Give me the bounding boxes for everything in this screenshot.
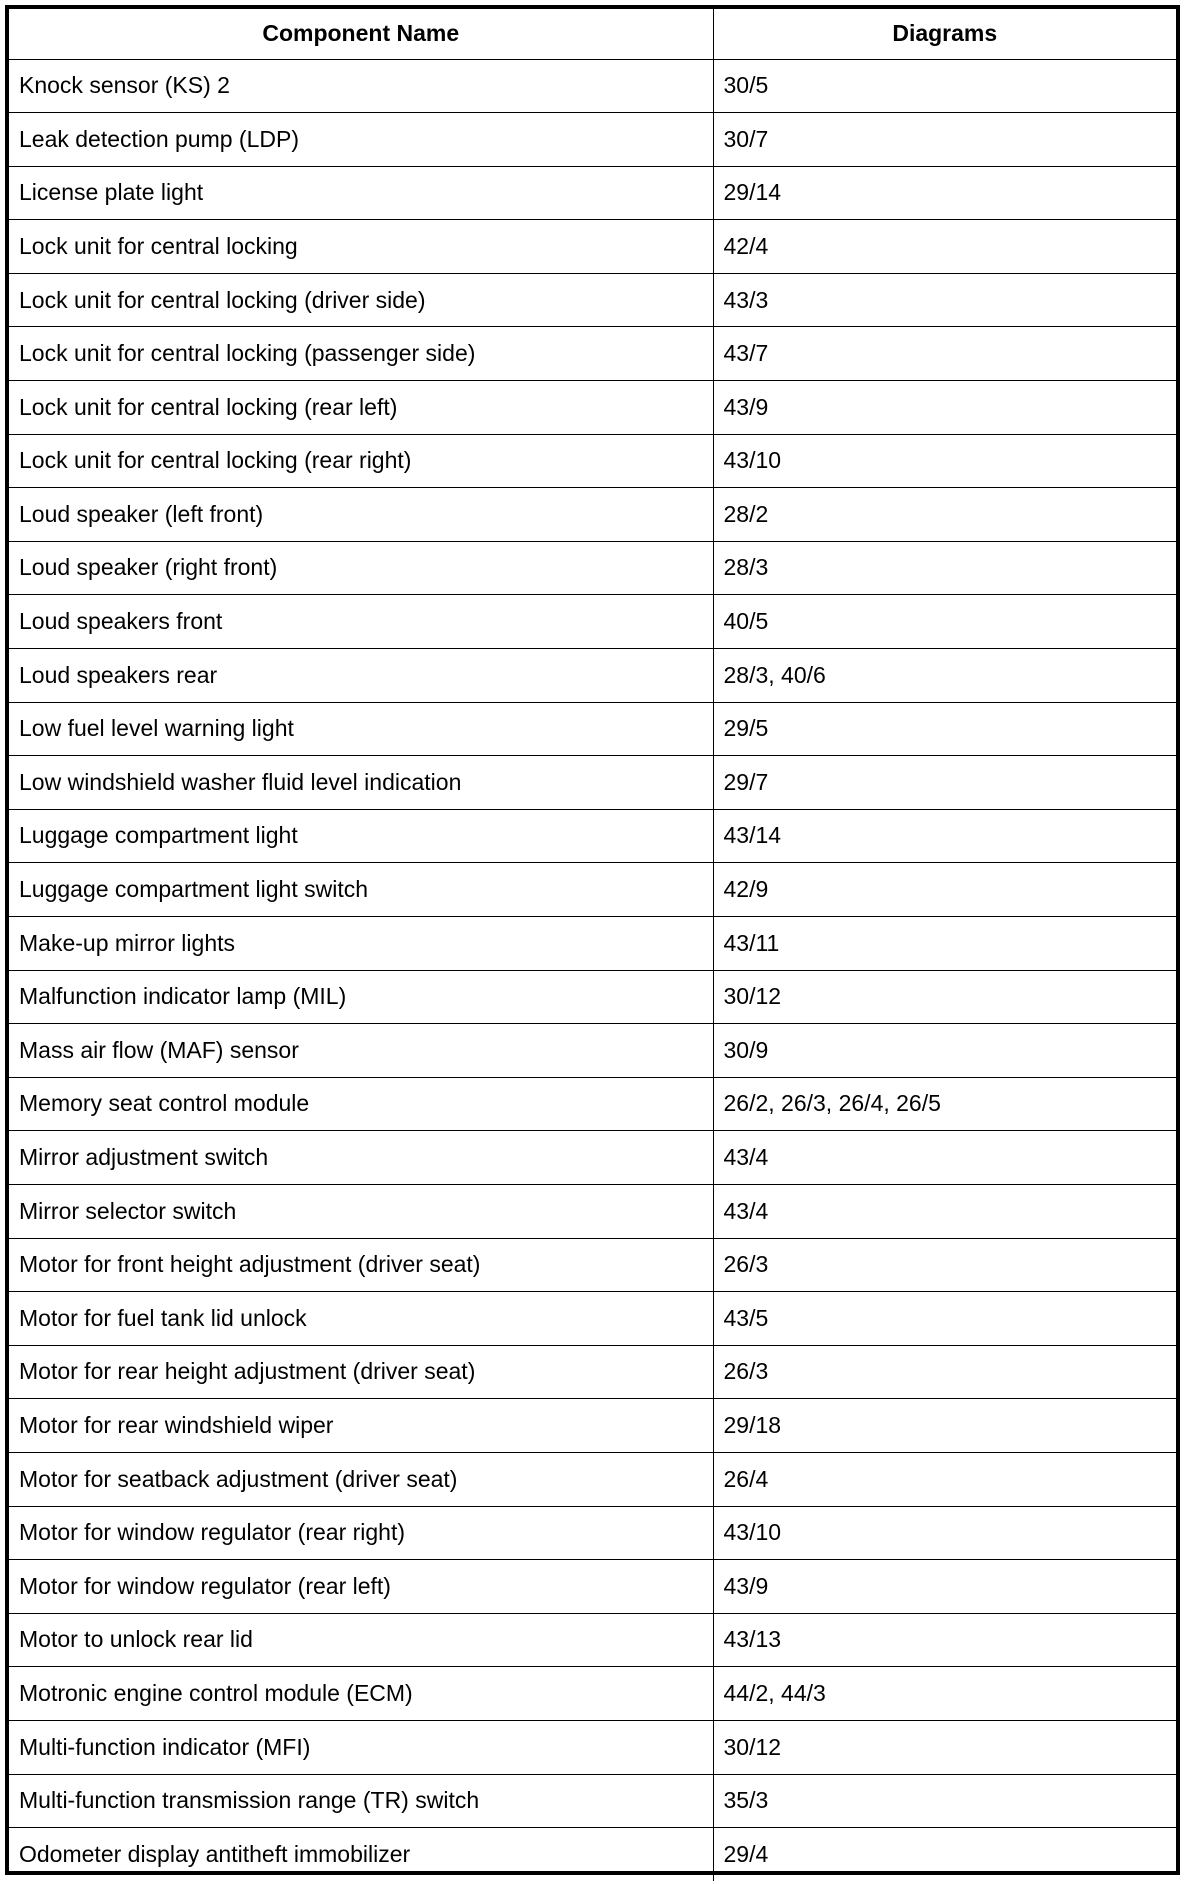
diagrams-cell: 43/9	[713, 1560, 1176, 1614]
table-row	[9, 1774, 1176, 1828]
table-row	[9, 1077, 1176, 1131]
column-header-component-name: Component Name	[9, 9, 713, 59]
diagrams-cell: 43/11	[713, 917, 1176, 971]
table-row	[9, 863, 1176, 917]
diagrams-cell: 43/14	[713, 809, 1176, 863]
table-row	[9, 1184, 1176, 1238]
table-row	[9, 59, 1176, 113]
diagrams-cell: 26/3	[713, 1238, 1176, 1292]
diagrams-cell: 43/10	[713, 434, 1176, 488]
diagrams-cell: 35/3	[713, 1774, 1176, 1828]
component-name-cell: Motor for fuel tank lid unlock	[9, 1292, 713, 1346]
component-name-cell: Motor for front height adjustment (driver seat)	[9, 1238, 713, 1292]
diagrams-cell: 29/5	[713, 702, 1176, 756]
table-row	[9, 1399, 1176, 1453]
diagrams-cell: 29/18	[713, 1399, 1176, 1453]
table-header-row	[9, 9, 1176, 59]
component-name-cell: Low fuel level warning light	[9, 702, 713, 756]
diagrams-cell: 43/7	[713, 327, 1176, 381]
component-name-cell: Lock unit for central locking	[9, 220, 713, 274]
table-row	[9, 756, 1176, 810]
component-name-cell: Motor for seatback adjustment (driver seat)	[9, 1452, 713, 1506]
component-name-cell: Multi-function transmission range (TR) switch	[9, 1774, 713, 1828]
table-row	[9, 1506, 1176, 1560]
component-name-cell: Knock sensor (KS) 2	[9, 59, 713, 113]
table-row	[9, 381, 1176, 435]
component-name-cell: Mirror adjustment switch	[9, 1131, 713, 1185]
component-name-cell: Luggage compartment light	[9, 809, 713, 863]
component-name-cell: Lock unit for central locking (rear right)	[9, 434, 713, 488]
table-row	[9, 273, 1176, 327]
table-row	[9, 1238, 1176, 1292]
table-row	[9, 327, 1176, 381]
diagrams-cell: 30/12	[713, 970, 1176, 1024]
component-name-cell: Motor for window regulator (rear right)	[9, 1506, 713, 1560]
table-row	[9, 809, 1176, 863]
table-row	[9, 702, 1176, 756]
diagrams-cell: 43/4	[713, 1131, 1176, 1185]
diagrams-cell: 43/4	[713, 1184, 1176, 1238]
table-row	[9, 1452, 1176, 1506]
table-row	[9, 166, 1176, 220]
component-name-cell: Motor for rear windshield wiper	[9, 1399, 713, 1453]
table-row	[9, 1560, 1176, 1614]
table-row	[9, 1720, 1176, 1774]
table-row	[9, 1131, 1176, 1185]
table-row	[9, 1292, 1176, 1346]
diagrams-cell: 42/4	[713, 220, 1176, 274]
diagrams-cell: 29/4	[713, 1828, 1176, 1882]
component-name-cell: Motor for window regulator (rear left)	[9, 1560, 713, 1614]
component-table	[9, 9, 1176, 1881]
component-name-cell: Multi-function indicator (MFI)	[9, 1720, 713, 1774]
diagrams-cell: 44/2, 44/3	[713, 1667, 1176, 1721]
diagrams-cell: 28/3, 40/6	[713, 649, 1176, 703]
diagrams-cell: 40/5	[713, 595, 1176, 649]
diagrams-cell: 43/3	[713, 273, 1176, 327]
diagrams-cell: 43/10	[713, 1506, 1176, 1560]
diagrams-cell: 30/12	[713, 1720, 1176, 1774]
diagrams-cell: 28/2	[713, 488, 1176, 542]
component-name-cell: Motor for rear height adjustment (driver seat)	[9, 1345, 713, 1399]
table-row	[9, 113, 1176, 167]
component-name-cell: Make-up mirror lights	[9, 917, 713, 971]
diagrams-cell: 30/5	[713, 59, 1176, 113]
table-row	[9, 970, 1176, 1024]
diagrams-cell: 43/9	[713, 381, 1176, 435]
table-row	[9, 488, 1176, 542]
component-name-cell: Leak detection pump (LDP)	[9, 113, 713, 167]
table-body	[9, 59, 1176, 1881]
component-name-cell: Motronic engine control module (ECM)	[9, 1667, 713, 1721]
table-row	[9, 1024, 1176, 1078]
diagrams-cell: 43/13	[713, 1613, 1176, 1667]
table-row	[9, 220, 1176, 274]
diagrams-cell: 42/9	[713, 863, 1176, 917]
diagrams-cell: 26/4	[713, 1452, 1176, 1506]
table-row	[9, 1613, 1176, 1667]
component-name-cell: Low windshield washer fluid level indication	[9, 756, 713, 810]
diagrams-cell: 29/7	[713, 756, 1176, 810]
diagrams-cell: 26/2, 26/3, 26/4, 26/5	[713, 1077, 1176, 1131]
component-name-cell: Memory seat control module	[9, 1077, 713, 1131]
component-name-cell: Loud speakers rear	[9, 649, 713, 703]
diagrams-cell: 30/9	[713, 1024, 1176, 1078]
table-row	[9, 595, 1176, 649]
table-row	[9, 1828, 1176, 1882]
component-name-cell: Lock unit for central locking (driver side)	[9, 273, 713, 327]
table-row	[9, 1667, 1176, 1721]
component-name-cell: Lock unit for central locking (passenger side)	[9, 327, 713, 381]
diagrams-cell: 29/14	[713, 166, 1176, 220]
diagrams-cell: 43/5	[713, 1292, 1176, 1346]
component-table-sheet	[5, 5, 1180, 1875]
table-row	[9, 434, 1176, 488]
table-row	[9, 1345, 1176, 1399]
diagrams-cell: 30/7	[713, 113, 1176, 167]
component-name-cell: Mirror selector switch	[9, 1184, 713, 1238]
diagrams-cell: 26/3	[713, 1345, 1176, 1399]
component-name-cell: Lock unit for central locking (rear left)	[9, 381, 713, 435]
component-name-cell: Odometer display antitheft immobilizer	[9, 1828, 713, 1882]
component-name-cell: Malfunction indicator lamp (MIL)	[9, 970, 713, 1024]
component-name-cell: License plate light	[9, 166, 713, 220]
table-row	[9, 541, 1176, 595]
diagrams-cell: 28/3	[713, 541, 1176, 595]
component-name-cell: Motor to unlock rear lid	[9, 1613, 713, 1667]
component-name-cell: Loud speaker (left front)	[9, 488, 713, 542]
component-name-cell: Loud speaker (right front)	[9, 541, 713, 595]
table-row	[9, 649, 1176, 703]
component-name-cell: Luggage compartment light switch	[9, 863, 713, 917]
table-row	[9, 917, 1176, 971]
component-name-cell: Loud speakers front	[9, 595, 713, 649]
column-header-diagrams: Diagrams	[713, 9, 1176, 59]
component-name-cell: Mass air flow (MAF) sensor	[9, 1024, 713, 1078]
